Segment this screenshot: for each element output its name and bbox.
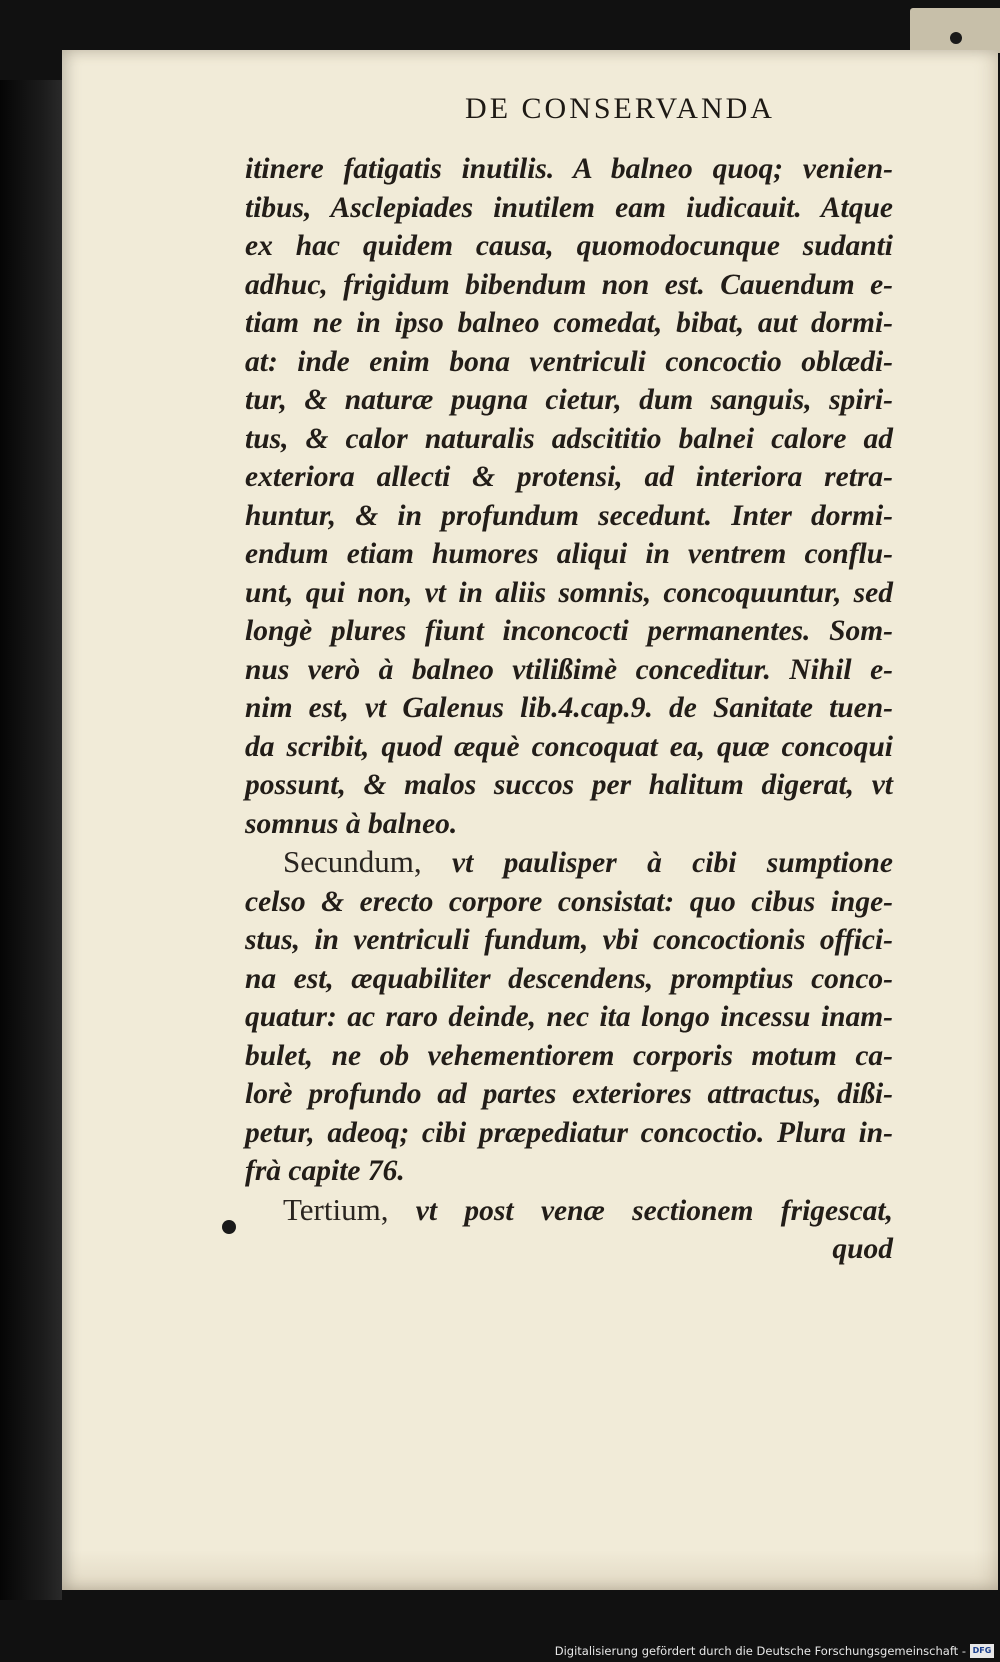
text-line: adhuc, frigidum bibendum non est. Cauendum e- (245, 268, 893, 301)
text-line: lorè profundo ad partes exteriores attractus, dißi- (245, 1078, 893, 1110)
margin-ink-dot (222, 1220, 236, 1234)
text-line: itinere fatigatis inutilis. A balneo quoq; venien- (245, 153, 893, 185)
text-line: tibus, Asclepiades inutilem eam iudicauit. Atque (245, 191, 893, 224)
paragraph-3-first-rest: vt post venæ sectionem frigescat, (415, 1194, 894, 1227)
text-line: possunt, & malos succos per halitum digerat, vt (245, 769, 893, 801)
paragraph-3-lead: Tertium, (283, 1191, 389, 1227)
body-text (245, 150, 893, 1269)
text-line: at: inde enim bona ventriculi concoctio oblædi- (245, 345, 893, 378)
text-line: endum etiam humores aliqui in ventrem conflu- (245, 538, 893, 570)
text-line: nim est, vt Galenus lib.4.cap.9. de Sanitate tuen- (245, 692, 893, 724)
text-line: da scribit, quod æquè concoquat ea, quæ concoqui (245, 730, 893, 763)
text-line: na est, æquabiliter descendens, promptius conco- (245, 962, 893, 995)
paragraph-2 (245, 883, 893, 1191)
book-edge (0, 80, 62, 1600)
paragraph-2-first-rest: vt paulisper à cibi sumptione (451, 847, 893, 879)
footer-credit: Digitalisierung gefördert durch die Deutsche Forschungsgemeinschaft - (554, 1644, 966, 1658)
digitization-footer (0, 1640, 1000, 1662)
tab-hole (950, 32, 962, 44)
text-line: longè plures fiunt inconcocti permanentes. Som- (245, 615, 893, 647)
text-line: ex hac quidem causa, quomodocunque sudanti (245, 230, 893, 262)
page-tab (910, 8, 1000, 53)
text-line: unt, qui non, vt in aliis somnis, concoquuntur, sed (245, 576, 893, 609)
paragraph-2-first-line (245, 843, 893, 883)
text-line: tus, & calor naturalis adscititio balnei calore ad (245, 422, 893, 455)
text-line: stus, in ventriculi fundum, vbi concoctionis offici- (245, 924, 893, 956)
text-line: tur, & naturæ pugna cietur, dum sanguis, spiri- (245, 384, 893, 416)
text-line: somnus à balneo. (245, 807, 458, 840)
text-line: frà capite 76. (245, 1155, 405, 1187)
text-line: tiam ne in ipso balneo comedat, bibat, aut dormi- (245, 307, 893, 339)
text-line: quatur: ac raro deinde, nec ita longo incessu inam- (245, 1001, 893, 1033)
text-line: celso & erecto corpore consistat: quo cibus inge- (245, 885, 893, 918)
catchword: quod (832, 1233, 893, 1265)
running-head: DE CONSERVANDA (465, 92, 775, 125)
text-line: petur, adeoq; cibi præpediatur concoctio. Plura in- (245, 1116, 893, 1149)
paragraph-1 (245, 150, 893, 843)
paragraph-3-first-line (245, 1191, 893, 1231)
paragraph-2-lead: Secundum, (283, 844, 422, 879)
dfg-logo: DFG (970, 1644, 994, 1658)
text-line: huntur, & in profundum secedunt. Inter dormi- (245, 499, 893, 532)
text-line: bulet, ne ob vehementiorem corporis motum ca- (245, 1039, 893, 1072)
text-line: nus verò à balneo vtilißimè conceditur. Nihil e- (245, 653, 893, 686)
text-line: exteriora allecti & protensi, ad interiora retra- (245, 461, 893, 493)
